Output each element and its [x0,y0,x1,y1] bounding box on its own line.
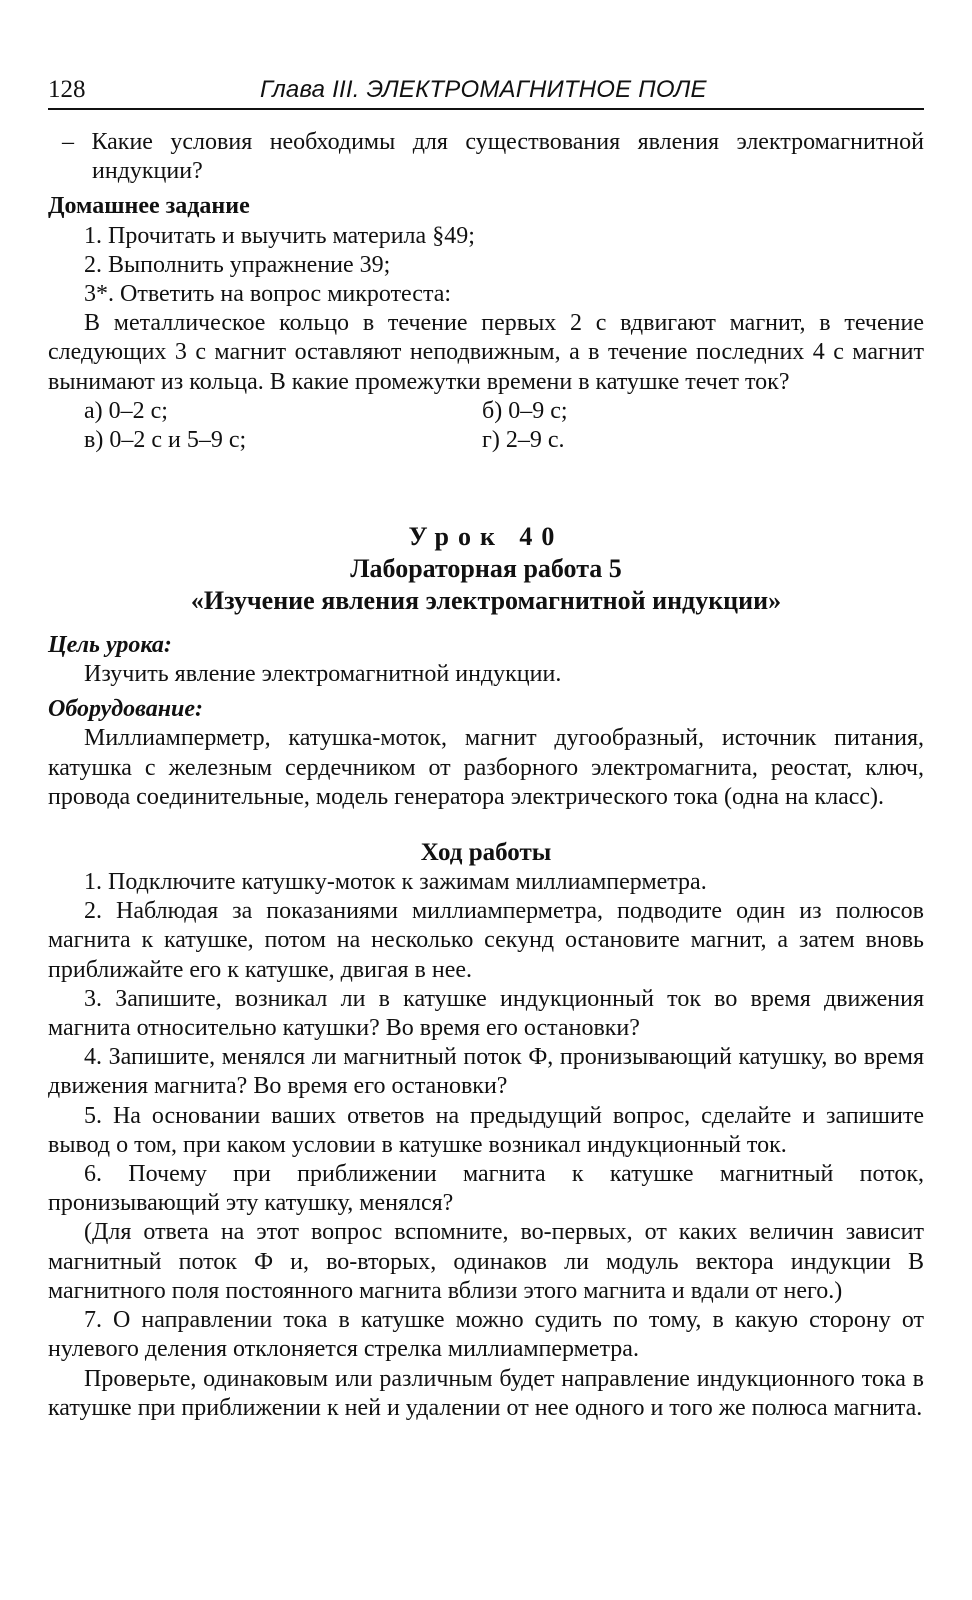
equipment-text: Миллиамперметр, катушка-моток, магнит дугообразный, источник питания, катушка с железным сердечником от разборного электромагнита, реостат, ключ, провода соединительные, модель генератора электрического тока (одна на класс). [48,725,924,810]
answer-options [48,397,924,455]
lab-title: «Изучение явления электромагнитной индукции» [190,585,782,615]
procedure-title: Ход работы [420,839,552,867]
chapter-title: Глава III. ЭЛЕКТРОМАГНИТНОЕ ПОЛЕ [260,76,707,103]
option-g: г) 2–9 с. [482,426,565,453]
procedure-step: 7. О направлении тока в катушке можно судить по тому, в какую сторону от нулевого деления отклоняется стрелка миллиамперметра. [48,1307,924,1363]
option-v: в) 0–2 с и 5–9 с; [84,426,247,453]
option-a: а) 0–2 с; [84,397,168,424]
procedure-step: 4. Запишите, менялся ли магнитный поток Ф, пронизывающий катушку, во время движения магнита? Во время его остановки? [48,1044,924,1100]
procedure-step: 6. Почему при приближении магнита к катушке магнитный поток, пронизывающий эту катушку, менялся? [48,1161,924,1217]
goal-label: Цель урока: [48,631,172,658]
microtest-text: В металлическое кольцо в течение первых 2 с вдвигают магнит, в течение следующих 3 с магнит оставляют неподвижным, а в течение последних 4 с магнит вынимают из кольца. В какие промежутки времени в катушке течет ток? [48,310,924,395]
homework-item: 3*. Ответить на вопрос микротеста: [84,281,452,308]
procedure-note: (Для ответа на этот вопрос вспомните, во-первых, от каких величин зависит магнитный поток Ф и, во-вторых, одинаков ли модуль вектора индукции В магнитного поля постоянного магнита вблизи этого магнита и вдали от него.) [48,1219,924,1304]
homework-item: 1. Прочитать и выучить материла §49; [84,222,475,249]
page-content [48,128,924,1423]
review-question: – Какие условия необходимы для существования явления электромагнитной индукции? [62,129,924,185]
procedure-step: 2. Наблюдая за показаниями миллиамперметра, подводите один из полюсов магнита к катушке, потом на несколько секунд остановите магнит, а затем вновь приближайте его к катушке, двигая в нее. [48,898,924,983]
procedure-step: 1. Подключите катушку-моток к зажимам миллиамперметра. [84,869,707,896]
lesson-number: Урок 40 [408,521,564,551]
goal-text: Изучить явление электромагнитной индукции. [84,661,562,688]
equipment-label: Оборудование: [48,696,204,723]
homework-title: Домашнее задание [48,193,250,220]
procedure-step: 3. Запишите, возникал ли в катушке индукционный ток во время движения магнита относительно катушки? Во время его остановки? [48,985,924,1042]
procedure-step: Проверьте, одинаковым или различным будет направление индукционного тока в катушке при приближении к ней и удалении от нее одного и того же полюса магнита. [48,1365,924,1421]
option-b: б) 0–9 с; [482,397,568,424]
lab-number: Лабораторная работа 5 [350,553,622,583]
page-number: 128 [48,76,86,103]
homework-item: 2. Выполнить упражнение 39; [84,251,391,278]
page-header [48,72,924,110]
procedure-step: 5. На основании ваших ответов на предыдущий вопрос, сделайте и запишите вывод о том, при каком условии в катушке возникал индукционный ток. [48,1102,924,1158]
